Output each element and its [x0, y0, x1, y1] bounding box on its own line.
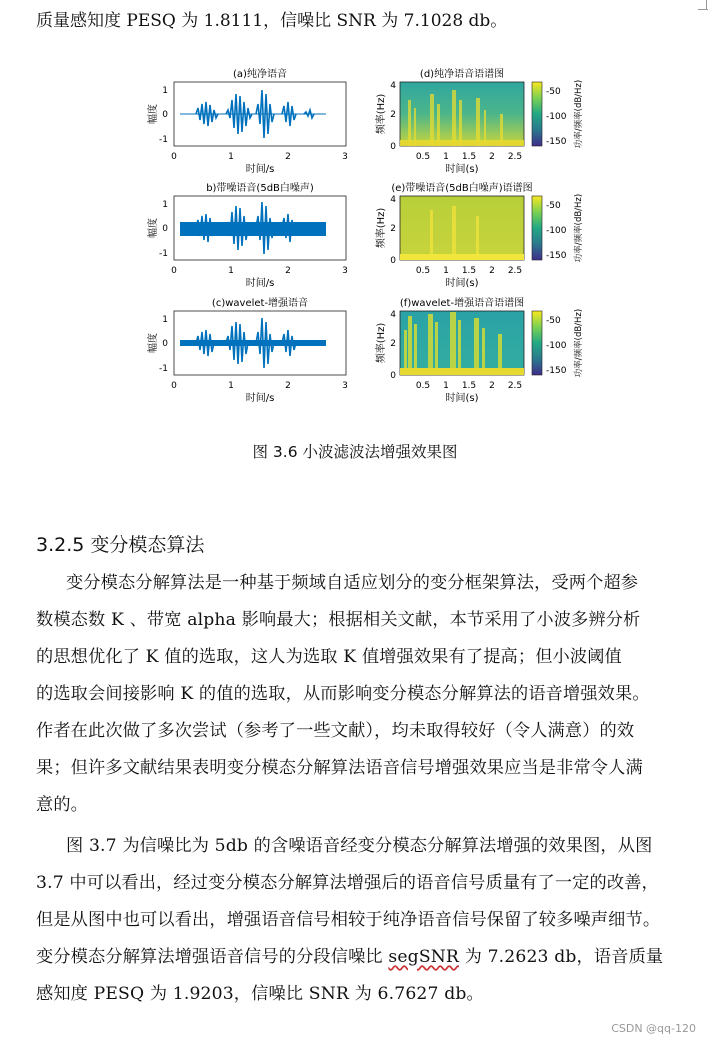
para2-line-4: 变分模态分解算法增强语音信号的分段信噪比 segSNR 为 7.2623 db，语音质量 [36, 947, 664, 967]
svg-text:2: 2 [390, 110, 396, 120]
waveform-a-ylabel: 幅度 [148, 104, 159, 124]
svg-text:0: 0 [390, 371, 396, 381]
waveform-c-ylabel: 幅度 [148, 333, 159, 353]
svg-text:-50: -50 [546, 316, 561, 326]
colorbar-d-label: 功率/频率(dB/Hz) [574, 79, 584, 149]
waveform-panel-a [146, 67, 348, 175]
svg-text:0.5: 0.5 [415, 381, 431, 391]
svg-text:-1: -1 [159, 249, 168, 259]
para1-line-3: 的思想优化了 K 值的选取，这人为选取 K 值增强效果有了提高；但小波阈值 [36, 647, 622, 667]
svg-text:0: 0 [162, 224, 168, 234]
svg-text:2.5: 2.5 [507, 266, 523, 276]
waveform-a-title: (a)纯净语音 [233, 69, 287, 80]
waveform-c-xlabel: 时间/s [245, 393, 275, 404]
svg-text:-50: -50 [546, 201, 561, 211]
svg-text:-150: -150 [546, 251, 567, 261]
para1-line-5: 作者在此次做了多次尝试（参考了一些文献），均未取得较好（令人满意）的效 [36, 721, 635, 741]
para2-line-3: 但是从图中也可以看出，增强语音信号相较于纯净语音信号保留了较多噪声细节。 [36, 910, 661, 930]
svg-text:-100: -100 [546, 341, 567, 351]
svg-text:2: 2 [489, 152, 495, 162]
svg-text:-150: -150 [546, 137, 567, 147]
svg-text:0.5: 0.5 [415, 152, 431, 162]
waveform-b-xlabel: 时间/s [245, 278, 275, 289]
svg-text:0: 0 [162, 110, 168, 120]
svg-text:1: 1 [162, 200, 168, 210]
para2-line-2: 3.7 中可以看出，经过变分模态分解算法增强后的语音信号质量有了一定的改善， [36, 873, 659, 893]
colorbar-f-label: 功率/频率(dB/Hz) [574, 308, 584, 378]
svg-text:0: 0 [171, 152, 177, 162]
spectrogram-panel-d [374, 67, 584, 175]
para1-line-6: 果；但许多文献结果表明变分模态分解算法语音信号增强效果应当是非常令人满 [36, 758, 643, 778]
svg-text:2: 2 [390, 339, 396, 349]
svg-text:0: 0 [162, 339, 168, 349]
figure-caption: 图 3.6 小波滤波法增强效果图 [252, 443, 458, 461]
svg-text:-100: -100 [546, 226, 567, 236]
svg-text:4: 4 [390, 81, 396, 91]
waveform-c-title: (c)wavelet-增强语音 [211, 298, 309, 309]
svg-text:2: 2 [489, 266, 495, 276]
svg-text:1: 1 [228, 266, 234, 276]
svg-text:1.5: 1.5 [461, 152, 477, 162]
svg-text:0: 0 [171, 381, 177, 391]
colorbar-f [532, 311, 542, 375]
svg-text:0: 0 [171, 266, 177, 276]
svg-text:3: 3 [342, 381, 348, 391]
para2-line-5: 感知度 PESQ 为 1.9203，信噪比 SNR 为 6.7627 db。 [36, 984, 484, 1004]
svg-text:2: 2 [390, 224, 396, 234]
svg-text:2: 2 [285, 152, 291, 162]
colorbar-d [532, 82, 542, 146]
svg-text:1: 1 [162, 315, 168, 325]
spectrogram-d-xlabel: 时间(s) [445, 164, 479, 175]
watermark: CSDN @qq-120 [611, 1022, 696, 1035]
waveform-b-ylabel: 幅度 [148, 218, 159, 238]
colorbar-e-label: 功率/频率(dB/Hz) [574, 193, 584, 263]
svg-text:1: 1 [162, 86, 168, 96]
svg-text:1: 1 [228, 152, 234, 162]
waveform-panel-c [146, 296, 348, 404]
svg-text:2: 2 [285, 266, 291, 276]
waveform-panel-b [146, 181, 348, 289]
spectrogram-d-ylabel: 频率(Hz) [376, 93, 387, 135]
para1-line-2: 数模态数 K 、带宽 alpha 影响最大；根据相关文献，本节采用了小波多辨分析 [36, 610, 641, 630]
para1-line-1: 变分模态分解算法是一种基于频域自适应划分的变分框架算法，受两个超参 [66, 573, 639, 593]
svg-text:0: 0 [390, 256, 396, 266]
spectrogram-panel-f [374, 296, 584, 404]
spectrogram-d-title: (d)纯净语音语谱图 [419, 69, 505, 80]
section-heading: 3.2.5 变分模态算法 [36, 534, 205, 556]
svg-text:-1: -1 [159, 364, 168, 374]
para2-line-1: 图 3.7 为信噪比为 5db 的含噪语音经变分模态分解算法增强的效果图，从图 [66, 836, 653, 856]
svg-text:1: 1 [228, 381, 234, 391]
svg-text:0.5: 0.5 [415, 266, 431, 276]
svg-text:2: 2 [285, 381, 291, 391]
svg-text:2.5: 2.5 [507, 152, 523, 162]
top-line: 质量感知度 PESQ 为 1.8111，信噪比 SNR 为 7.1028 db。 [36, 11, 508, 31]
segsnr-term: segSNR [388, 947, 460, 967]
svg-text:-1: -1 [159, 135, 168, 145]
spectrogram-f-ylabel: 频率(Hz) [376, 322, 387, 364]
spectrogram-panel-e [374, 181, 584, 289]
colorbar-e [532, 196, 542, 260]
svg-text:2: 2 [489, 381, 495, 391]
spectrogram-f-title: (f)wavelet-增强语音语谱图 [399, 298, 525, 309]
spectrogram-e-title: (e)带噪语音(5dB白噪声)语谱图 [391, 183, 533, 194]
waveform-b-title: b)带噪语音(5dB白噪声) [206, 183, 314, 194]
svg-text:0: 0 [390, 142, 396, 152]
svg-text:4: 4 [390, 310, 396, 320]
svg-text:1: 1 [443, 152, 449, 162]
svg-text:3: 3 [342, 152, 348, 162]
svg-text:1: 1 [443, 266, 449, 276]
svg-text:-100: -100 [546, 112, 567, 122]
svg-text:1.5: 1.5 [461, 266, 477, 276]
spectrogram-e-xlabel: 时间(s) [445, 278, 479, 289]
svg-text:-150: -150 [546, 366, 567, 376]
figure-3-6 [0, 60, 710, 440]
svg-text:1: 1 [443, 381, 449, 391]
svg-text:3: 3 [342, 266, 348, 276]
svg-text:2.5: 2.5 [507, 381, 523, 391]
svg-text:-50: -50 [546, 87, 561, 97]
page-corner-mark-h [698, 9, 708, 11]
svg-text:1.5: 1.5 [461, 381, 477, 391]
para1-line-7: 意的。 [36, 795, 89, 815]
para1-line-4: 的选取会间接影响 K 的值的选取，从而影响变分模态分解算法的语音增强效果。 [36, 684, 650, 704]
spectrogram-f-xlabel: 时间(s) [445, 393, 479, 404]
waveform-a-xlabel: 时间/s [245, 164, 275, 175]
spectrogram-e-ylabel: 频率(Hz) [376, 207, 387, 249]
svg-text:4: 4 [390, 195, 396, 205]
